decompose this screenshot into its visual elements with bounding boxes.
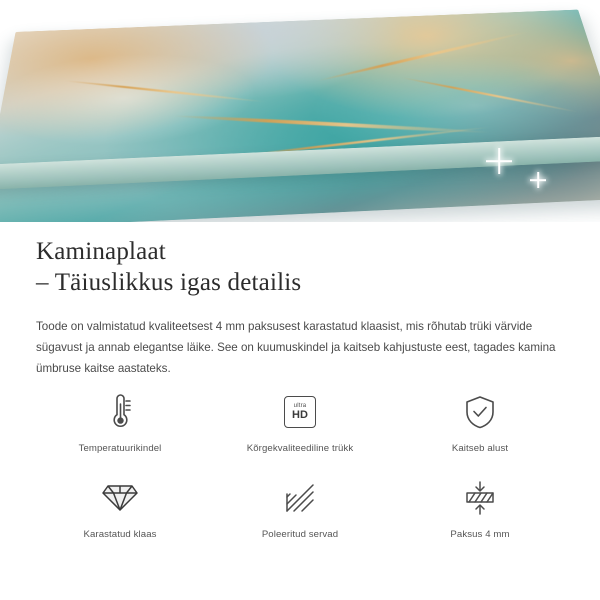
plate-gloss-overlay <box>0 10 600 222</box>
diamond-icon <box>101 476 139 520</box>
feature-item-polished-edges <box>210 476 390 540</box>
thickness-icon <box>462 476 498 520</box>
page-title-line-2: – Täiuslikkus igas detailis <box>36 269 302 296</box>
feature-item-temperature <box>30 390 210 454</box>
feature-label-thickness: Paksus 4 mm <box>450 529 510 540</box>
text-content <box>0 222 600 379</box>
shield-check-icon <box>462 390 498 434</box>
feature-label-polished-edges: Poleeritud servad <box>261 529 339 540</box>
feature-item-surface-protection <box>390 390 570 454</box>
feature-label-temperature: Temperatuurikindel <box>78 443 162 454</box>
feature-item-thickness <box>390 476 570 540</box>
page-title-line-1: Kaminaplaat <box>36 238 166 265</box>
page-title <box>0 222 600 298</box>
ultra-hd-icon <box>284 390 316 434</box>
feature-label-tempered-glass: Karastatud klaas <box>83 529 157 540</box>
ultra-hd-badge-top: ultra <box>293 403 307 409</box>
product-description: Toode on valmistatud kvaliteetsest 4 mm paksusest karastatud klaasist, mis rõhutab trüki värvide sügavust ja annab elegantse läike. See on kuumuskindel ja kaitseb kahjustuste eest, tagades kamina ümbruse kaitse aastateks. <box>36 320 556 375</box>
ultra-hd-badge-bottom: HD <box>292 409 308 421</box>
feature-label-surface-protection: Kaitseb alust <box>451 443 509 454</box>
feature-grid <box>0 390 600 540</box>
feature-item-print-quality <box>210 390 390 454</box>
thermometer-icon <box>103 390 137 434</box>
polished-edges-icon <box>283 476 317 520</box>
hero-image <box>0 0 600 222</box>
feature-label-print-quality: Kõrgekvaliteediline trükk <box>246 443 354 454</box>
feature-item-tempered-glass <box>30 476 210 540</box>
marble-glass-plate-photo <box>0 10 600 222</box>
